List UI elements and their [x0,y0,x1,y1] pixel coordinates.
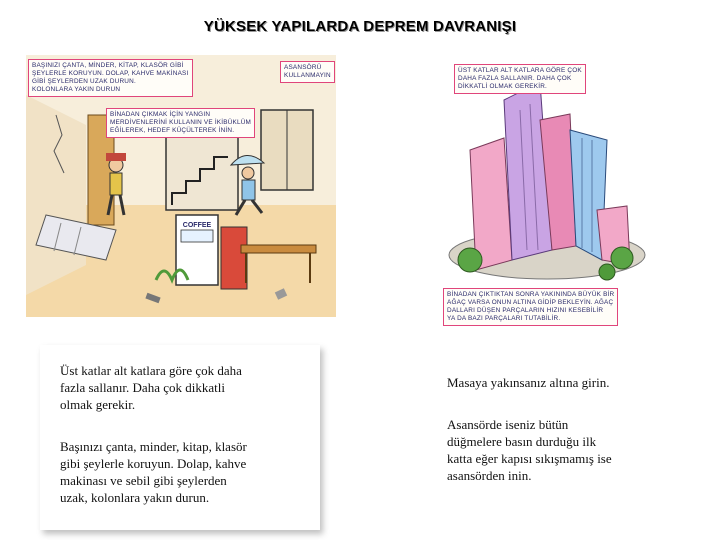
callout-protect-head: BAŞINIZI ÇANTA, MİNDER, KİTAP, KLASÖR GİBİ ŞEYLERLE KORUYUN. DOLAP, KAHVE MAKİNASI GİBİ ŞEYLERDEN UZAK DURUN. KOLONLARA YAKIN DURUN [28,59,193,97]
protect-head-paragraph: Başınızı çanta, minder, kitap, klasör gibi şeylerle koruyun. Dolap, kahve makinası ve sebil gibi şeylerden uzak, kolonlara yakın durun. [60,439,247,505]
tall-buildings-illustration [442,60,650,335]
upper-floors-paragraph: Üst katlar alt katlara göre çok daha fazla sallanır. Daha çok dikkatli olmak gerekir. [60,363,242,412]
callout-tree-shelter: BİNADAN ÇIKTIKTAN SONRA YAKININDA BÜYÜK BİR AĞAÇ VARSA ONUN ALTINA GİDİP BEKLEYİN. AĞAÇ DALLARI DÜŞEN PARÇALARIN HIZINI KESEBİLİR YA DA BAZI PARÇALARI TUTABİLİR. [443,288,618,326]
callout-use-stairs: BİNADAN ÇIKMAK İÇİN YANGIN MERDİVENLERİNİ KULLANIN VE İKİBÜKLÜM EĞİLEREK, HEDEF KÜÇÜLTEREK İNİN. [106,108,255,138]
office-earthquake-illustration [26,55,336,317]
callout-no-elevator: ASANSÖRÜ KULLANMAYIN [280,61,335,83]
elevator-paragraph: Asansörde iseniz bütün düğmelere basın durduğu ilk katta eğer kapısı sıkışmamış ise asansörden inin. [447,417,612,483]
table-shelter-paragraph: Masaya yakınsanız altına girin. [447,375,610,390]
callout-upper-floors: ÜST KATLAR ALT KATLARA GÖRE ÇOK DAHA FAZLA SALLANIR. DAHA ÇOK DİKKATLİ OLMAK GEREKİR. [454,64,586,94]
coffee-machine-label: COFFEE [182,222,212,229]
page-title: YÜKSEK YAPILARDA DEPREM DAVRANIŞI [203,18,517,35]
